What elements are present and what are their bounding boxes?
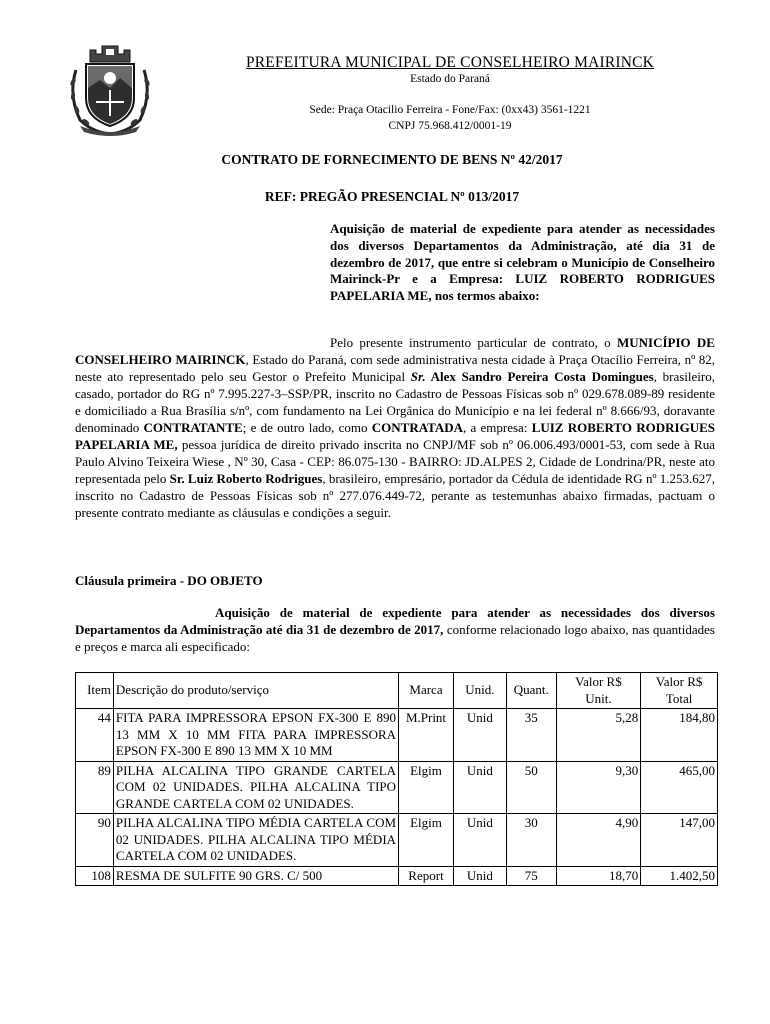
cell-unit: Unid bbox=[453, 814, 506, 867]
municipality-name: PREFEITURA MUNICIPAL DE CONSELHEIRO MAIRINCK bbox=[245, 54, 655, 71]
header-total-value-line1: Valor R$ bbox=[655, 674, 703, 689]
cell-brand: Elgim bbox=[399, 814, 454, 867]
reference-title: REF: PREGÃO PRESENCIAL Nº 013/2017 bbox=[264, 189, 520, 204]
table-row bbox=[76, 814, 718, 867]
text-segment: ; e de outro lado, como bbox=[242, 420, 372, 435]
representative-name: Sr. Luiz Roberto Rodrigues bbox=[169, 471, 323, 486]
cell-description: RESMA DE SULFITE 90 GRS. C/ 500 bbox=[113, 866, 398, 886]
header-brand: Marca bbox=[399, 673, 454, 709]
items-table bbox=[75, 672, 718, 886]
cell-item: 108 bbox=[76, 866, 114, 886]
state-name: Estado do Paraná bbox=[410, 73, 490, 85]
text-segment: , brasileiro, empresário, portador da Cédula de identidade RG nº 1.253.627, inscrito no Cadastro de Pessoas Físicas sob nº 277.076.449-72, perante as testemunhas abaixo firmadas, pactuam o presente contrato mediante as cláusulas e condições a seguir. bbox=[75, 471, 716, 520]
cell-unit-value: 5,28 bbox=[556, 709, 641, 762]
company-name: LUIZ ROBERTO RODRIGUES PAPELARIA ME, bbox=[75, 420, 716, 452]
cell-quantity: 35 bbox=[506, 709, 556, 762]
object-paragraph bbox=[75, 604, 715, 655]
cell-total: 1.402,50 bbox=[641, 866, 718, 886]
cell-total: 184,80 bbox=[641, 709, 718, 762]
cell-item: 44 bbox=[76, 709, 114, 762]
cell-unit-value: 4,90 bbox=[556, 814, 641, 867]
contract-summary: Aquisição de material de expediente para atender as necessidades dos diversos Departamentos da Administração, até dia 31 de dezembro de 2017, que entre si celebram o Município de Conselheiro Mairinck-Pr e a Empresa: LUIZ ROBERTO RODRIGUES PAPELARIA ME, nos termos abaixo: bbox=[330, 221, 715, 304]
cell-description: FITA PARA IMPRESSORA EPSON FX-300 E 890 13 MM X 10 MM FITA PARA IMPRESSORA EPSON FX-300 E 890 13 MM X 10 MM bbox=[113, 709, 398, 762]
cell-unit: Unid bbox=[453, 866, 506, 886]
contract-title: CONTRATO DE FORNECIMENTO DE BENS Nº 42/2017 bbox=[221, 152, 563, 167]
table-row bbox=[76, 709, 718, 762]
cell-description: PILHA ALCALINA TIPO MÉDIA CARTELA COM 02 UNIDADES. PILHA ALCALINA TIPO MÉDIA CARTELA COM 02 UNIDADES. bbox=[113, 814, 398, 867]
table-row bbox=[76, 761, 718, 814]
contratada-term: CONTRATADA bbox=[371, 420, 464, 435]
header-description: Descrição do produto/serviço bbox=[113, 673, 398, 709]
object-bold-text: Aquisição de material de expediente para atender as necessidades dos diversos Departamentos da Administração até dia 31 de dezembro de 2017, bbox=[75, 605, 715, 637]
clause-heading: Cláusula primeira - DO OBJETO bbox=[75, 573, 263, 588]
header-total-value bbox=[641, 673, 718, 709]
cell-unit: Unid bbox=[453, 761, 506, 814]
cell-item: 90 bbox=[76, 814, 114, 867]
cell-item: 89 bbox=[76, 761, 114, 814]
object-rest-text: conforme relacionado logo abaixo, nas quantidades e preços e marca ali especificado: bbox=[75, 622, 715, 654]
address-line: Sede: Praça Otacilio Ferreira - Fone/Fax: (0xx43) 3561-1221 bbox=[309, 104, 591, 116]
text-segment: , brasileiro, casado, portador do RG nº 7.995.227-3–SSP/PR, inscrito no Cadastro de Pessoas Físicas sob nº 029.678.089-89 residente e domiciliado a Rua Brasília s/nº, com fundamento na Lei Orgânica do Município e na lei federal nº 8.666/93, doravante denominado bbox=[75, 369, 715, 435]
cell-quantity: 50 bbox=[506, 761, 556, 814]
cell-description: PILHA ALCALINA TIPO GRANDE CARTELA COM 02 UNIDADES. PILHA ALCALINA TIPO GRANDE CARTELA COM 02 UNIDADES. bbox=[113, 761, 398, 814]
preamble-paragraph bbox=[75, 334, 715, 521]
text-segment: Pelo presente instrumento particular de contrato, o bbox=[330, 335, 617, 350]
cell-unit-value: 9,30 bbox=[556, 761, 641, 814]
header-unit-value-line1: Valor R$ bbox=[575, 674, 622, 689]
prefeito-title: Sr. bbox=[410, 369, 426, 384]
header-total-value-line2: Total bbox=[665, 690, 693, 706]
municipio-name: MUNICÍPIO DE CONSELHEIRO MAIRINCK bbox=[75, 335, 715, 367]
cell-quantity: 75 bbox=[506, 866, 556, 886]
cell-brand: M.Print bbox=[399, 709, 454, 762]
cnpj-line: CNPJ 75.968.412/0001-19 bbox=[388, 120, 512, 132]
coat-of-arms-icon bbox=[66, 40, 154, 136]
cell-brand: Report bbox=[399, 866, 454, 886]
table-row bbox=[76, 866, 718, 886]
header-unit-value bbox=[556, 673, 641, 709]
text-segment: pessoa jurídica de direito privado inscrita no CNPJ/MF sob nº 06.006.493/0001-53, com sede à Rua Paulo Alvino Teixeira Wiese , Nº 30, Casa - CEP: 86.075-130 - BAIRRO: JD.ALPES 2, Cidade de Londrina/PR, neste ato representada pelo bbox=[75, 437, 715, 486]
cell-total: 465,00 bbox=[641, 761, 718, 814]
cell-total: 147,00 bbox=[641, 814, 718, 867]
prefeito-name: Alex Sandro Pereira Costa Domingues bbox=[430, 369, 654, 384]
header-item: Item bbox=[76, 673, 114, 709]
cell-unit: Unid bbox=[453, 709, 506, 762]
cell-brand: Elgim bbox=[399, 761, 454, 814]
table-header-row bbox=[76, 673, 718, 709]
header-unit: Unid. bbox=[453, 673, 506, 709]
text-segment: , a empresa: bbox=[463, 420, 532, 435]
text-segment: , Estado do Paraná, com sede administrativa nesta cidade à Praça Otacílio Ferreira, nº 82, neste ato representado pelo seu Gestor o Prefeito Municipal bbox=[75, 352, 716, 384]
cell-unit-value: 18,70 bbox=[556, 866, 641, 886]
header-unit-value-line2: Unit. bbox=[585, 690, 612, 706]
cell-quantity: 30 bbox=[506, 814, 556, 867]
header-quantity: Quant. bbox=[506, 673, 556, 709]
contratante-term: CONTRATANTE bbox=[143, 420, 243, 435]
